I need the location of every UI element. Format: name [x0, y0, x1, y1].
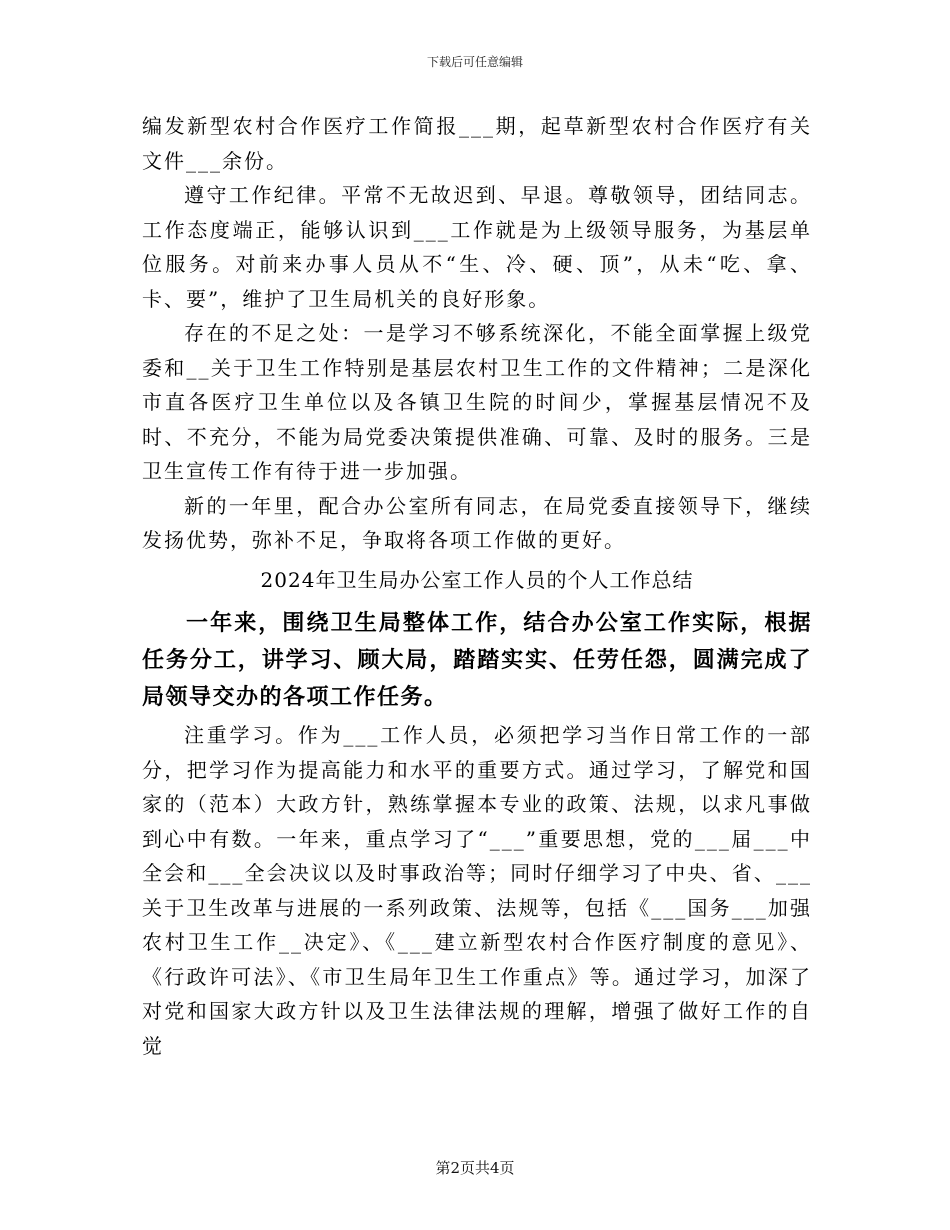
paragraph-continuation: 编发新型农村合作医疗工作简报___期，起草新型农村合作医疗有关文件___余份。: [142, 114, 812, 173]
paragraph-new-year: 新的一年里，配合办公室所有同志，在局党委直接领导下，继续发扬优势，弥补不足，争取将各项工作做的更好。: [142, 493, 812, 552]
page-number: 第2页共4页: [435, 1159, 515, 1177]
paragraph-shortcomings: 存在的不足之处：一是学习不够系统深化，不能全面掌握上级党委和__关于卫生工作特别是基层农村卫生工作的文件精神；二是深化市直各医疗卫生单位以及各镇卫生院的时间少，掌握基层情况不及时、不充分，不能为局党委决策提供准确、可靠、及时的服务。三是卫生宣传工作有待于进一步加强。: [142, 321, 812, 483]
header-note: 下载后可任意编辑: [426, 55, 523, 69]
document-body: [142, 109, 812, 1063]
paragraph-discipline: 遵守工作纪律。平常不无故迟到、早退。尊敬领导，团结同志。工作态度端正，能够认识到___工作就是为上级领导服务，为基层单位服务。对前来办事人员从不“生、冷、硬、顶”，从未“吃、拿、卡、要”，维护了卫生局机关的良好形象。: [142, 183, 812, 311]
intro-bold-paragraph: 一年来，围绕卫生局整体工作，结合办公室工作实际，根据任务分工，讲学习、顾大局，踏踏实实、任劳任怨，圆满完成了局领导交办的各项工作任务。: [142, 610, 812, 710]
paragraph-study: 注重学习。作为___工作人员，必须把学习当作日常工作的一部分，把学习作为提高能力和水平的重要方式。通过学习，了解党和国家的（范本）大政方针，熟练掌握本专业的政策、法规，以求凡事做到心中有数。一年来，重点学习了“___”重要思想，党的___届___中全会和___全会决议以及时事政治等；同时仔细学习了中央、省、___关于卫生改革与进展的一系列政策、法规等，包括《___国务___加强农村卫生工作__决定》、《___建立新型农村合作医疗制度的意见》、《行政许可法》、《市卫生局年卫生工作重点》等。通过学习，加深了对党和国家大政方针以及卫生法律法规的理解，增强了做好工作的自觉: [142, 723, 812, 1058]
section-title: 2024年卫生局办公室工作人员的个人工作总结: [260, 567, 694, 592]
